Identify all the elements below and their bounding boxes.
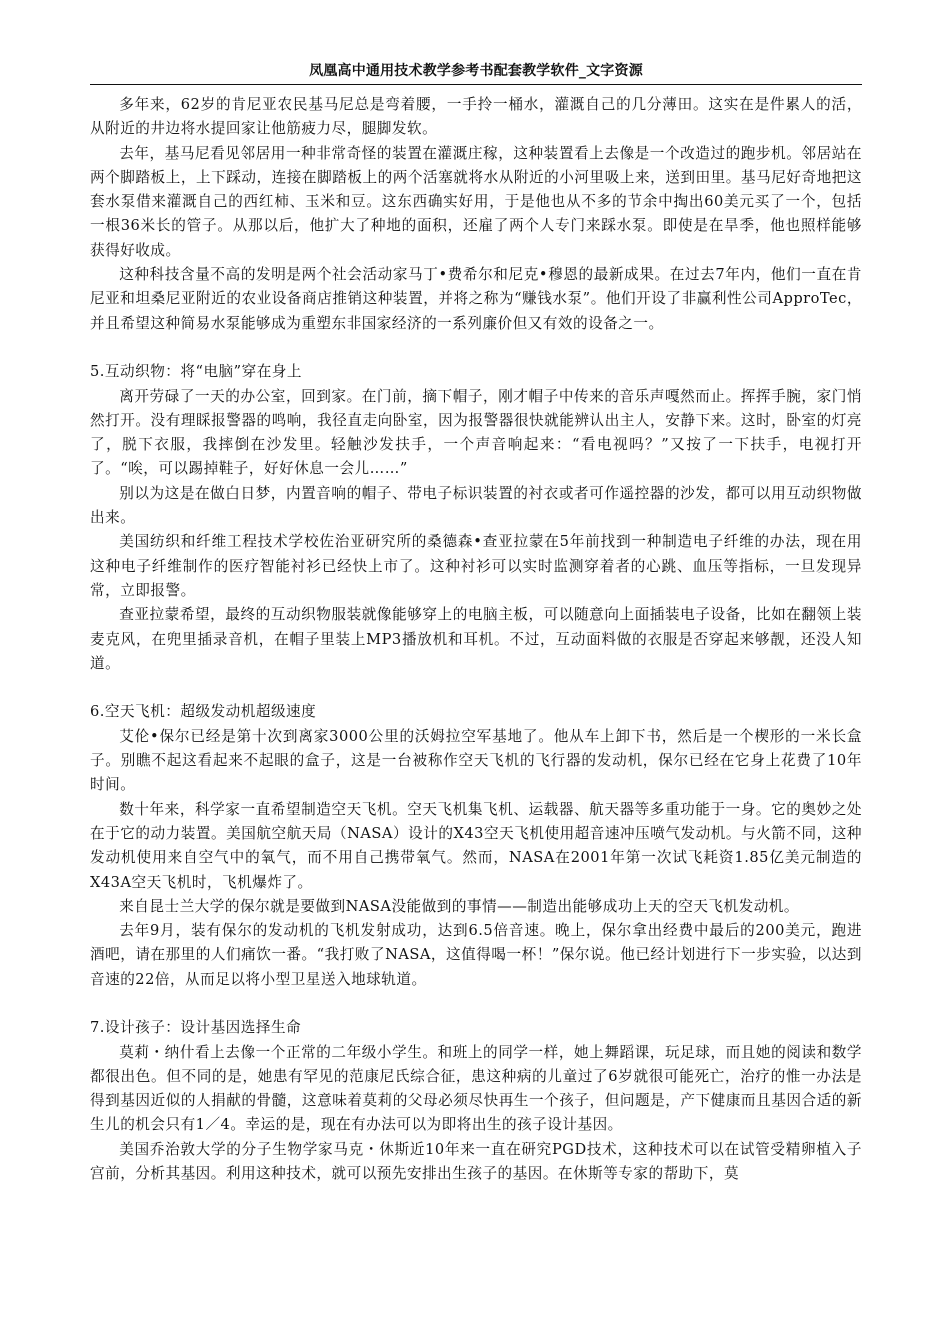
paragraph: 美国纺织和纤维工程技术学校佐治亚研究所的桑德森•查亚拉蒙在5年前找到一种制造电子纤维的办法，现在用这种电子纤维制作的医疗智能衬衫已经快上市了。这种衬衫可以实时监测穿着者的心跳、血压等指标，一旦发现异常，立即报警。 <box>90 533 862 599</box>
section-heading: 6.空天飞机：超级发动机超级速度 <box>90 703 317 721</box>
paragraph: 美国乔治敦大学的分子生物学家马克・休斯近10年来一直在研究PGD技术，这种技术可以在试管受精卵植入子宫前，分析其基因。利用这种技术，就可以预先安排出生孩子的基因。在休斯等专家的帮助下，莫 <box>90 1140 862 1183</box>
document-body <box>90 93 862 1186</box>
paragraph: 来自昆士兰大学的保尔就是要做到NASA没能做到的事情——制造出能够成功上天的空天飞机发动机。 <box>119 897 799 915</box>
paragraph: 别以为这是在做白日梦，内置音响的帽子、带电子标识装置的衬衣或者可作遥控器的沙发，都可以用互动织物做出来。 <box>90 484 862 527</box>
paragraph: 这种科技含量不高的发明是两个社会活动家马丁•费希尔和尼克•穆恩的最新成果。在过去7年内，他们一直在肯尼亚和坦桑尼亚附近的农业设备商店推销这种装置，并将之称为“赚钱水泵”。他们开设了非赢利性公司ApproTec，并且希望这种简易水泵能够成为重塑东非国家经济的一系列廉价但又有效的设备之一。 <box>90 266 862 332</box>
section-spacer <box>90 676 862 700</box>
paragraph: 查亚拉蒙希望，最终的互动织物服装就像能够穿上的电脑主板，可以随意向上面插装电子设备，比如在翻领上装麦克风，在兜里插录音机，在帽子里装上MP3播放机和耳机。不过，互动面料做的衣服是否穿起来够靓，还没人知道。 <box>90 606 862 672</box>
paragraph: 离开劳碌了一天的办公室，回到家。在门前，摘下帽子，刚才帽子中传来的音乐声嘎然而止。挥挥手腕，家门悄然打开。没有理睬报警器的鸣响，我径直走向卧室，因为报警器很快就能辨认出主人，安静下来。这时，卧室的灯亮了，脱下衣服，我摔倒在沙发里。轻触沙发扶手，一个声音响起来：“看电视吗？”又按了一下扶手，电视打开了。“唉，可以踢掉鞋子，好好休息一会儿……” <box>90 387 862 478</box>
section-heading: 5.互动织物：将“电脑”穿在身上 <box>90 363 302 381</box>
paragraph: 艾伦•保尔已经是第十次到离家3000公里的沃姆拉空军基地了。他从车上卸下书，然后是一个楔形的一米长盒子。别瞧不起这看起来不起眼的盒子，这是一台被称作空天飞机的飞行器的发动机，保尔已经在它身上花费了10年时间。 <box>90 727 862 794</box>
paragraph: 去年，基马尼看见邻居用一种非常奇怪的装置在灌溉庄稼，这种装置看上去像是一个改造过的跑步机。邻居站在两个脚踏板上，上下踩动，连接在脚踏板上的两个活塞就将水从附近的小河里吸上来，送到田里。基马尼好奇地把这套水泵借来灌溉自己的西红柿、玉米和豆。这东西确实好用，于是他也从不多的节余中掏出60美元买了一个，包括一根36米长的管子。从那以后，他扩大了种地的面积，还雇了两个人专门来踩水泵。即使是在旱季，他也照样能够获得好收成。 <box>90 144 862 259</box>
header-divider <box>90 84 862 85</box>
section-spacer <box>90 992 862 1016</box>
paragraph: 多年来，62岁的肯尼亚农民基马尼总是弯着腰，一手拎一桶水，灌溉自己的几分薄田。这实在是件累人的活，从附近的井边将水提回家让他筋疲力尽，腿脚发软。 <box>90 96 862 138</box>
section-heading: 7.设计孩子：设计基因选择生命 <box>90 1019 302 1037</box>
paragraph: 莫莉・纳什看上去像一个正常的二年级小学生。和班上的同学一样，她上舞蹈课，玩足球，而且她的阅读和数学都很出色。但不同的是，她患有罕见的范康尼氏综合征，患这种病的儿童过了6岁就很可能死亡，治疗的惟一办法是得到基因近似的人捐献的骨髓，这意味着莫莉的父母必须尽快再生一个孩子，但问题是，产下健康而且基因合适的新生儿的机会只有1／4。幸运的是，现在有办法可以为即将出生的孩子设计基因。 <box>90 1043 862 1134</box>
section-spacer <box>90 336 862 360</box>
paragraph: 数十年来，科学家一直希望制造空天飞机。空天飞机集飞机、运载器、航天器等多重功能于一身。它的奥妙之处在于它的动力装置。美国航空航天局（NASA）设计的X43空天飞机使用超音速冲压喷气发动机。与火箭不同，这种发动机使用来自空气中的氧气，而不用自己携带氧气。然而，NASA在2001年第一次试飞耗资1.85亿美元制造的X43A空天飞机时，飞机爆炸了。 <box>90 800 862 891</box>
page-header: 凤凰高中通用技术教学参考书配套教学软件_文字资源 <box>309 63 643 79</box>
paragraph: 去年9月，装有保尔的发动机的飞机发射成功，达到6.5倍音速。晚上，保尔拿出经费中最后的200美元，跑进酒吧，请在那里的人们痛饮一番。“我打败了NASA，这值得喝一杯！”保尔说。他已经计划进行下一步实验，以达到音速的22倍，从而足以将小型卫星送入地球轨道。 <box>90 922 862 988</box>
